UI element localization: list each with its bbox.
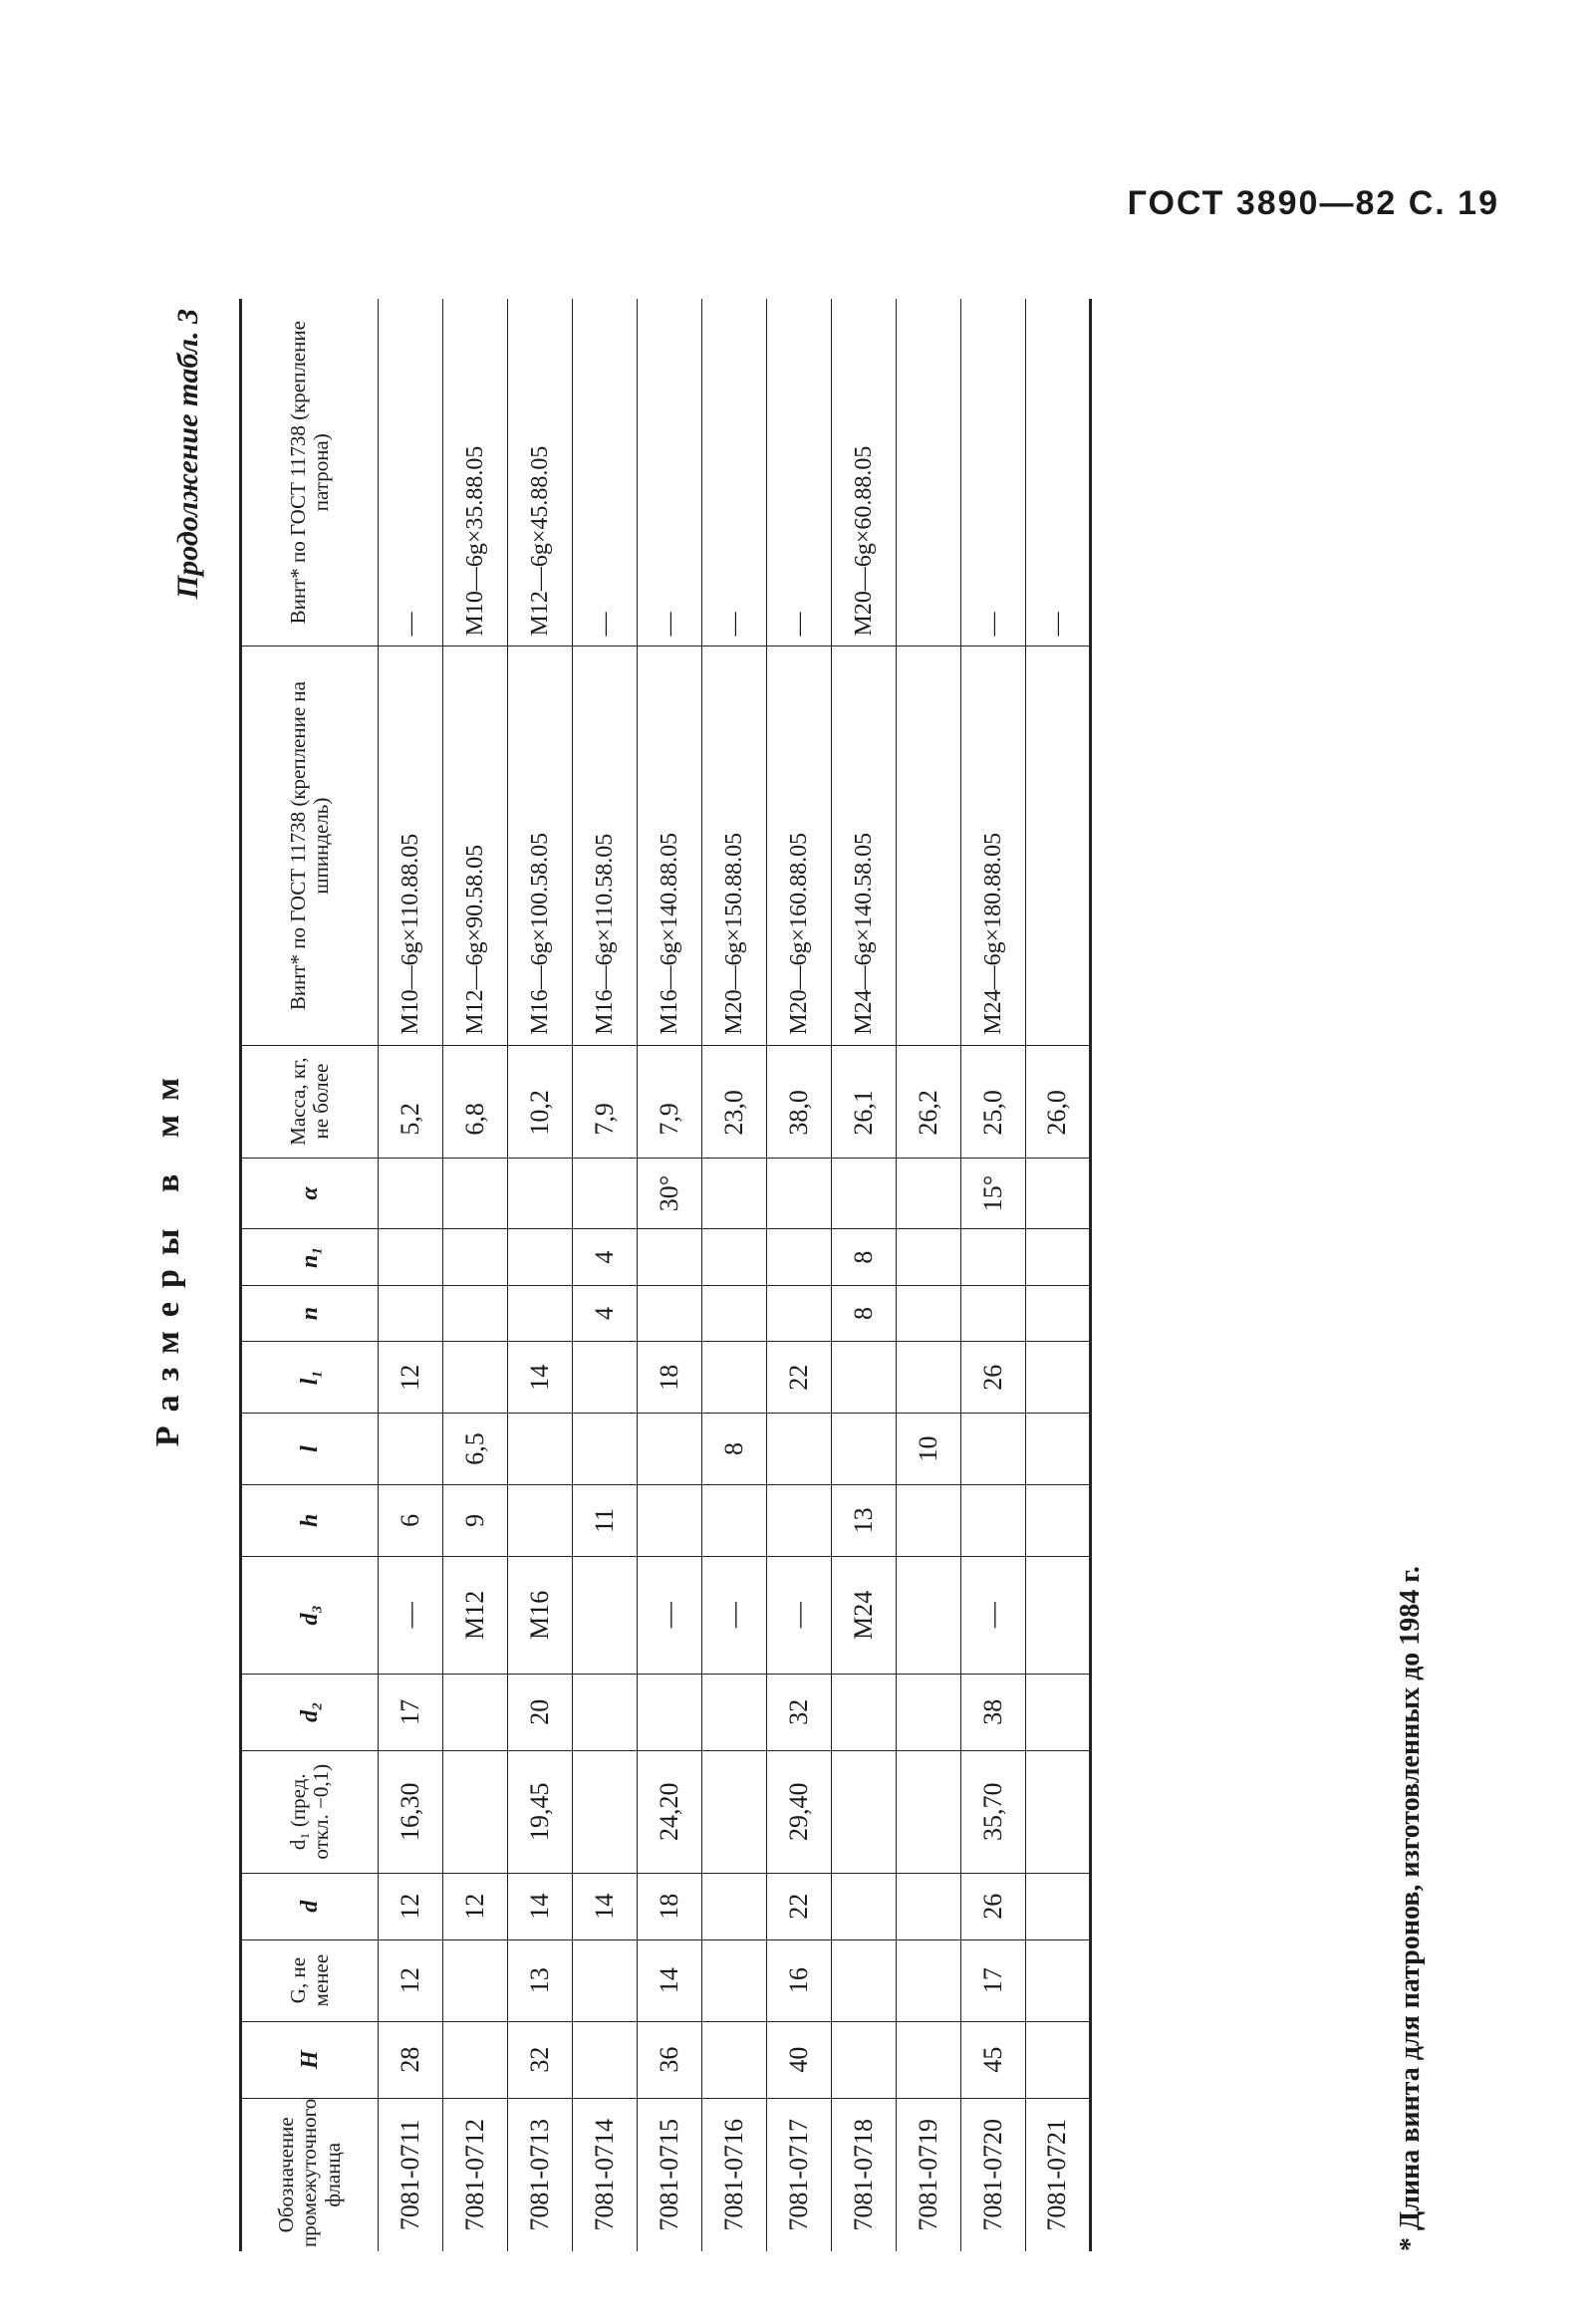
table-cell <box>638 1229 702 1285</box>
table-cell: 12 <box>443 1873 508 1939</box>
table-cell <box>897 1229 961 1285</box>
table-cell <box>702 1939 767 2021</box>
table-cell <box>508 1285 573 1341</box>
table-cell: 22 <box>767 1873 832 1939</box>
table-cell <box>961 1484 1026 1556</box>
table-cell <box>443 1342 508 1414</box>
table-cell <box>897 299 961 646</box>
table-cell: 15° <box>961 1158 1026 1229</box>
footnote: * Длина винта для патронов, изготовленных до 1984 г. <box>1395 1566 1426 2251</box>
column-header: H <box>241 2021 379 2098</box>
table-cell: M12 <box>443 1556 508 1674</box>
table-cell <box>638 1484 702 1556</box>
flange-designation-cell: 7081-0721 <box>1026 2098 1091 2251</box>
table-cell: 7,9 <box>573 1045 638 1158</box>
table-cell <box>573 2021 638 2098</box>
column-header: α <box>241 1158 379 1229</box>
table-cell <box>1026 1750 1091 1873</box>
flange-designation-cell: 7081-0711 <box>379 2098 443 2251</box>
table-cell: 11 <box>573 1484 638 1556</box>
table-cell: M24—6g×140.58.05 <box>832 646 897 1045</box>
table-cell: 10 <box>897 1414 961 1485</box>
table-cell: 20 <box>508 1674 573 1750</box>
table-cell <box>573 1158 638 1229</box>
flange-designation-cell: 7081-0713 <box>508 2098 573 2251</box>
table-cell <box>1026 1556 1091 1674</box>
column-header: n₁ <box>241 1229 379 1285</box>
table-cell: 32 <box>508 2021 573 2098</box>
table-cell: 19,45 <box>508 1750 573 1873</box>
table-cell: 14 <box>508 1873 573 1939</box>
table-cell <box>1026 2021 1091 2098</box>
table-cell <box>1026 1674 1091 1750</box>
table-cell: 8 <box>702 1414 767 1485</box>
table-cell <box>832 1342 897 1414</box>
table-cell <box>702 1750 767 1873</box>
table-cell <box>443 1674 508 1750</box>
table-cell: 8 <box>832 1285 897 1341</box>
table-cell <box>573 1342 638 1414</box>
table-cell <box>379 1414 443 1485</box>
table-cell <box>897 646 961 1045</box>
table-cell: 30° <box>638 1158 702 1229</box>
table-row <box>767 299 832 2251</box>
table-cell: 13 <box>832 1484 897 1556</box>
table-cell <box>443 1939 508 2021</box>
table-cell <box>1026 1229 1091 1285</box>
table-cell: M24 <box>832 1556 897 1674</box>
table-cell: 35,70 <box>961 1750 1026 1873</box>
flange-designation-cell: 7081-0712 <box>443 2098 508 2251</box>
table-cell <box>702 1342 767 1414</box>
table-row <box>897 299 961 2251</box>
table-row <box>573 299 638 2251</box>
table-cell <box>379 1158 443 1229</box>
table-cell: M20—6g×160.88.05 <box>767 646 832 1045</box>
table-cell <box>897 1342 961 1414</box>
table-cell: M16—6g×100.58.05 <box>508 646 573 1045</box>
table-cell: — <box>702 299 767 646</box>
table-cell: 6,8 <box>443 1045 508 1158</box>
table-cell: 17 <box>961 1939 1026 2021</box>
table-cell <box>961 1229 1026 1285</box>
table-cell: 26,1 <box>832 1045 897 1158</box>
table-row <box>379 299 443 2251</box>
table-cell: 29,40 <box>767 1750 832 1873</box>
flange-designation-cell: 7081-0716 <box>702 2098 767 2251</box>
flange-designation-cell: 7081-0720 <box>961 2098 1026 2251</box>
column-header: Винт* по ГОСТ 11738 (крепление патрона) <box>241 299 379 646</box>
table-cell <box>897 1674 961 1750</box>
table-cell <box>508 1484 573 1556</box>
table-cell <box>638 1414 702 1485</box>
table-cell: 16 <box>767 1939 832 2021</box>
table-cell <box>1026 646 1091 1045</box>
table-cell <box>1026 1342 1091 1414</box>
table-cell: 40 <box>767 2021 832 2098</box>
table-cell <box>508 1414 573 1485</box>
column-header: h <box>241 1484 379 1556</box>
table-cell <box>702 1873 767 1939</box>
table-cell <box>767 1414 832 1485</box>
table-cell: M16—6g×140.88.05 <box>638 646 702 1045</box>
rotated-page-area <box>149 299 1445 2251</box>
flange-designation-cell: 7081-0714 <box>573 2098 638 2251</box>
table-cell <box>508 1158 573 1229</box>
table-cell <box>573 1674 638 1750</box>
table-cell: 4 <box>573 1229 638 1285</box>
sizes-title: Размеры в мм <box>149 1063 186 1447</box>
page-header: ГОСТ 3890—82 С. 19 <box>1127 184 1499 222</box>
table-row <box>443 299 508 2251</box>
table-row <box>832 299 897 2251</box>
table-cell: 6,5 <box>443 1414 508 1485</box>
table-cell <box>1026 1939 1091 2021</box>
table-cell <box>897 1484 961 1556</box>
table-cell: — <box>961 1556 1026 1674</box>
table-cell <box>832 1674 897 1750</box>
table-cell: 7,9 <box>638 1045 702 1158</box>
table-cell: 24,20 <box>638 1750 702 1873</box>
table-cell <box>897 1556 961 1674</box>
table-cell: 32 <box>767 1674 832 1750</box>
table-cell: — <box>767 1556 832 1674</box>
table-cell <box>897 1939 961 2021</box>
column-header: d₁ (пред. откл. −0,1) <box>241 1750 379 1873</box>
table-cell: — <box>379 1556 443 1674</box>
table-cell: — <box>638 299 702 646</box>
column-header: G, не менее <box>241 1939 379 2021</box>
flange-designation-cell: 7081-0718 <box>832 2098 897 2251</box>
rotated-content <box>149 299 1445 2251</box>
table-cell: M10—6g×110.88.05 <box>379 646 443 1045</box>
table-cell <box>961 1285 1026 1341</box>
table-cell: 14 <box>573 1873 638 1939</box>
table-cell: M12—6g×90.58.05 <box>443 646 508 1045</box>
table-cell <box>508 1229 573 1285</box>
table-cell <box>961 1414 1026 1485</box>
table-cell <box>832 1750 897 1873</box>
table-cell: 12 <box>379 1939 443 2021</box>
column-header: d₂ <box>241 1674 379 1750</box>
table-cell <box>443 2021 508 2098</box>
table-cell: M16—6g×110.58.05 <box>573 646 638 1045</box>
table-row <box>961 299 1026 2251</box>
table-cell <box>638 1285 702 1341</box>
table-cell <box>832 1873 897 1939</box>
table-cell <box>379 1229 443 1285</box>
table-cell: — <box>573 299 638 646</box>
table-cell <box>573 1750 638 1873</box>
table-cell <box>573 1414 638 1485</box>
table-cell <box>832 1939 897 2021</box>
table-cell: 8 <box>832 1229 897 1285</box>
table-cell <box>767 1285 832 1341</box>
table-cell <box>767 1229 832 1285</box>
table-cell: 25,0 <box>961 1045 1026 1158</box>
table-cell: — <box>702 1556 767 1674</box>
table-cell <box>702 1158 767 1229</box>
table-cell: M16 <box>508 1556 573 1674</box>
table-header-row <box>241 299 379 2251</box>
column-header: l₁ <box>241 1342 379 1414</box>
table-cell: 18 <box>638 1342 702 1414</box>
table-cell: 5,2 <box>379 1045 443 1158</box>
table-cell: 12 <box>379 1873 443 1939</box>
table-cell: 26 <box>961 1873 1026 1939</box>
table-cell: M20—6g×150.88.05 <box>702 646 767 1045</box>
table-cell <box>702 1674 767 1750</box>
table-body <box>379 299 1091 2251</box>
table-cell <box>897 1750 961 1873</box>
table-cell <box>1026 1414 1091 1485</box>
table-row <box>1026 299 1091 2251</box>
table-cell: — <box>1026 299 1091 646</box>
column-header: Масса, кг, не более <box>241 1045 379 1158</box>
table-cell <box>379 1285 443 1341</box>
table-cell: 23,0 <box>702 1045 767 1158</box>
table-cell <box>573 1556 638 1674</box>
table-cell: — <box>638 1556 702 1674</box>
table-cell <box>767 1484 832 1556</box>
table-row <box>702 299 767 2251</box>
table-cell <box>1026 1285 1091 1341</box>
flange-designation-cell: 7081-0719 <box>897 2098 961 2251</box>
table-continuation-label: Продолжение табл. 3 <box>171 309 204 600</box>
table-cell: 12 <box>379 1342 443 1414</box>
table-row <box>638 299 702 2251</box>
table-cell: 17 <box>379 1674 443 1750</box>
table-cell: — <box>961 299 1026 646</box>
table-cell: 13 <box>508 1939 573 2021</box>
table-cell <box>702 2021 767 2098</box>
table-cell <box>443 1750 508 1873</box>
table-cell: 38,0 <box>767 1045 832 1158</box>
table-cell <box>897 2021 961 2098</box>
table-cell <box>1026 1484 1091 1556</box>
table-cell <box>897 1285 961 1341</box>
table-cell <box>832 1414 897 1485</box>
table-cell: M12—6g×45.88.05 <box>508 299 573 646</box>
flange-spec-table <box>239 299 1092 2251</box>
table-row <box>508 299 573 2251</box>
table-cell <box>638 1674 702 1750</box>
table-cell: M24—6g×180.88.05 <box>961 646 1026 1045</box>
flange-designation-cell: 7081-0717 <box>767 2098 832 2251</box>
table-cell: 14 <box>508 1342 573 1414</box>
table-cell: 10,2 <box>508 1045 573 1158</box>
table-cell <box>443 1158 508 1229</box>
column-header: Винт* по ГОСТ 11738 (крепление на шпиндель) <box>241 646 379 1045</box>
table-cell <box>702 1229 767 1285</box>
table-cell <box>1026 1158 1091 1229</box>
table-cell <box>897 1158 961 1229</box>
table-cell: — <box>767 299 832 646</box>
table-cell <box>702 1285 767 1341</box>
table-cell <box>443 1229 508 1285</box>
table-cell: 38 <box>961 1674 1026 1750</box>
column-header: d₃ <box>241 1556 379 1674</box>
column-header: n <box>241 1285 379 1341</box>
table-cell <box>897 1873 961 1939</box>
table-cell: 26,0 <box>1026 1045 1091 1158</box>
table-cell: 18 <box>638 1873 702 1939</box>
table-cell: 45 <box>961 2021 1026 2098</box>
table-cell: 36 <box>638 2021 702 2098</box>
table-cell: 22 <box>767 1342 832 1414</box>
table-cell: M20—6g×60.88.05 <box>832 299 897 646</box>
table-cell: 6 <box>379 1484 443 1556</box>
table-cell: M10—6g×35.88.05 <box>443 299 508 646</box>
table-cell: 14 <box>638 1939 702 2021</box>
table-cell <box>832 1158 897 1229</box>
table-cell: 4 <box>573 1285 638 1341</box>
table-cell <box>767 1158 832 1229</box>
column-header: Обозначение промежуточного фланца <box>241 2098 379 2251</box>
table-cell: 26 <box>961 1342 1026 1414</box>
column-header: l <box>241 1414 379 1485</box>
flange-designation-cell: 7081-0715 <box>638 2098 702 2251</box>
column-header: d <box>241 1873 379 1939</box>
table-cell: 9 <box>443 1484 508 1556</box>
table-cell: 16,30 <box>379 1750 443 1873</box>
table-cell: — <box>379 299 443 646</box>
table-cell <box>443 1285 508 1341</box>
table-cell <box>1026 1873 1091 1939</box>
table-cell: 28 <box>379 2021 443 2098</box>
table-cell <box>832 2021 897 2098</box>
table-cell: 26,2 <box>897 1045 961 1158</box>
table-cell <box>702 1484 767 1556</box>
table-cell <box>573 1939 638 2021</box>
